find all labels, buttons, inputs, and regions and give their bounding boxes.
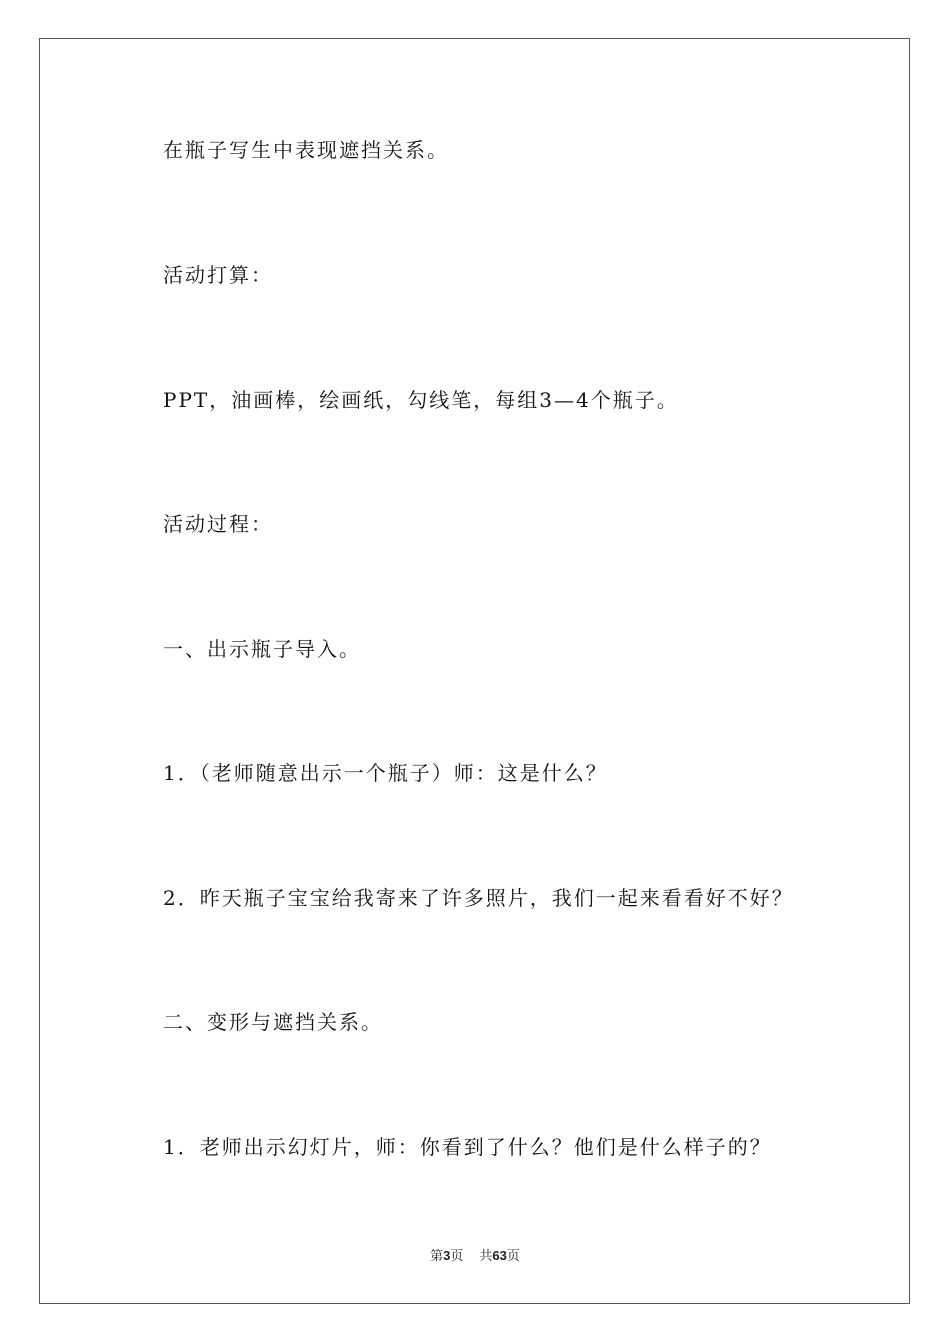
footer-page-suffix: 页 [450, 1249, 464, 1264]
paragraph-5: 一、出示瓶子导入。 [163, 637, 361, 661]
footer-page-prefix: 第 [430, 1249, 444, 1264]
footer-total-number: 63 [492, 1248, 507, 1263]
paragraph-4: 活动过程： [163, 512, 273, 536]
paragraph-6: 1．（老师随意出示一个瓶子）师：这是什么？ [163, 761, 608, 785]
paragraph-9: 1．老师出示幻灯片，师：你看到了什么？他们是什么样子的？ [163, 1135, 772, 1159]
page-footer [0, 1247, 950, 1266]
footer-total-suffix: 页 [506, 1249, 520, 1264]
footer-total-prefix: 共 [479, 1249, 493, 1264]
paragraph-2: 活动打算： [163, 263, 273, 287]
paragraph-1: 在瓶子写生中表现遮挡关系。 [163, 138, 449, 162]
paragraph-7: 2．昨天瓶子宝宝给我寄来了许多照片，我们一起来看看好不好？ [163, 886, 794, 910]
page-border [39, 38, 910, 1304]
footer-page-number: 3 [443, 1248, 451, 1263]
paragraph-8: 二、变形与遮挡关系。 [163, 1010, 383, 1034]
paragraph-3: PPT，油画棒，绘画纸，勾线笔，每组3—4个瓶子。 [163, 388, 679, 412]
